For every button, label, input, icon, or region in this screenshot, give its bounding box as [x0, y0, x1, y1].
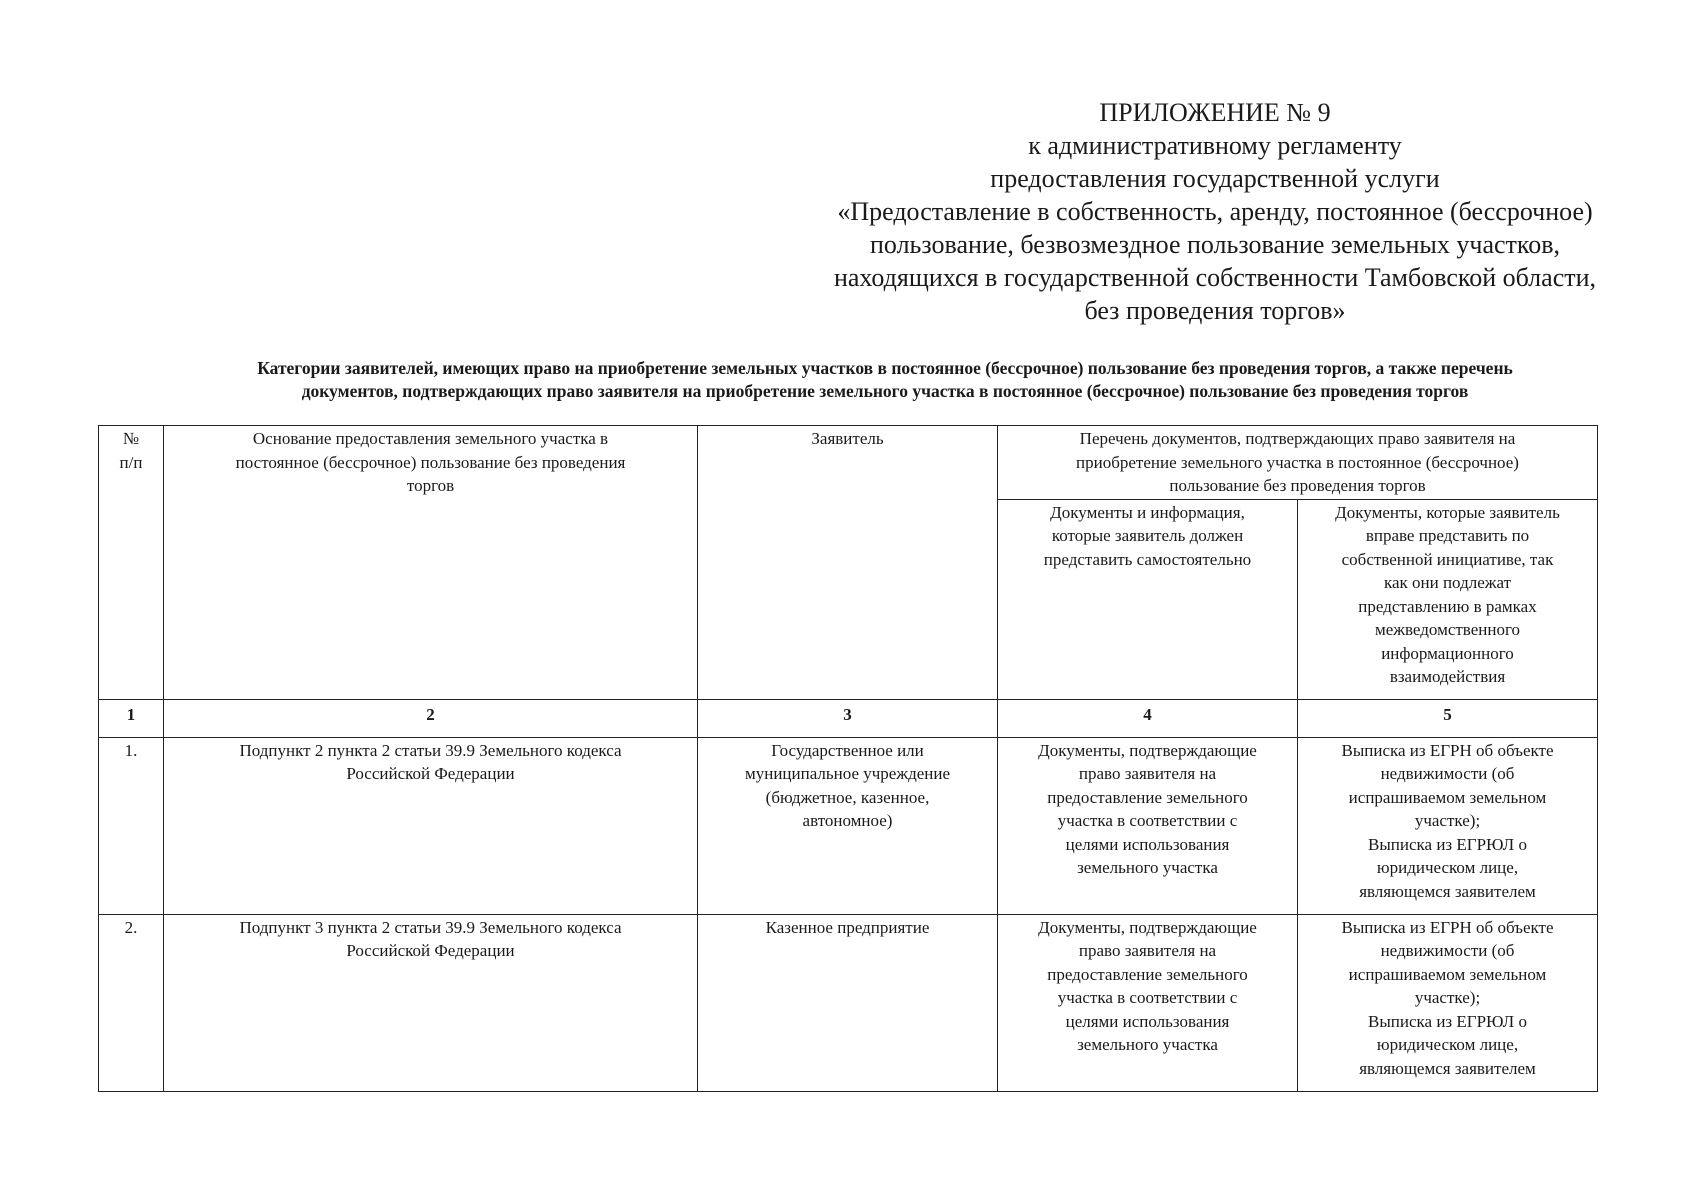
table-header-row	[99, 426, 1598, 500]
appendix-line: предоставления государственной услуги	[990, 164, 1440, 193]
appendix-title: ПРИЛОЖЕНИЕ № 9	[1099, 98, 1331, 127]
appendix-block	[780, 96, 1650, 327]
heading-line: Категории заявителей, имеющих право на приобретение земельных участков в постоянное (бессрочное) пользование без проведения торгов, а также перечень	[257, 358, 1513, 378]
appendix-line: к административному регламенту	[1028, 131, 1402, 160]
appendix-line: пользование, безвозмездное пользование земельных участков,	[870, 230, 1560, 259]
column-number-row	[99, 699, 1598, 737]
table-row	[99, 914, 1598, 1091]
document-heading	[120, 357, 1650, 403]
header-number: № п/п	[99, 426, 164, 700]
appendix-line: без проведения торгов»	[1084, 296, 1346, 325]
column-number: 4	[998, 699, 1298, 737]
column-number: 3	[698, 699, 998, 737]
header-documents: Перечень документов, подтверждающих право заявителя на приобретение земельного участка в постоянное (бессрочное) пользование без проведения торгов	[998, 426, 1598, 500]
column-number: 5	[1298, 699, 1598, 737]
appendix-line: находящихся в государственной собственности Тамбовской области,	[833, 263, 1597, 292]
applicant-categories-table	[98, 425, 1598, 1092]
header-documents-required: Документы и информация, которые заявитель должен представить самостоятельно	[998, 499, 1298, 699]
row-applicant: Государственное или муниципальное учреждение (бюджетное, казенное, автономное)	[698, 737, 998, 914]
row-applicant: Казенное предприятие	[698, 914, 998, 1091]
heading-line: документов, подтверждающих право заявителя на приобретение земельного участка в постоянное (бессрочное) пользование без проведения торгов	[301, 381, 1469, 401]
header-applicant: Заявитель	[698, 426, 998, 700]
header-documents-optional: Документы, которые заявитель вправе представить по собственной инициативе, так как они подлежат представлению в рамках межведомственного информационного взаимодействия	[1298, 499, 1598, 699]
row-documents-required: Документы, подтверждающие право заявителя на предоставление земельного участка в соответствии с целями использования земельного участка	[998, 737, 1298, 914]
table-row	[99, 737, 1598, 914]
row-documents-optional: Выписка из ЕГРН об объекте недвижимости (об испрашиваемом земельном участке); Выписка из ЕГРЮЛ о юридическом лице, являющемся заявителем	[1298, 737, 1598, 914]
row-basis: Подпункт 2 пункта 2 статьи 39.9 Земельного кодекса Российской Федерации	[164, 737, 698, 914]
row-documents-required: Документы, подтверждающие право заявителя на предоставление земельного участка в соответствии с целями использования земельного участка	[998, 914, 1298, 1091]
row-documents-optional: Выписка из ЕГРН об объекте недвижимости (об испрашиваемом земельном участке); Выписка из ЕГРЮЛ о юридическом лице, являющемся заявителем	[1298, 914, 1598, 1091]
column-number: 2	[164, 699, 698, 737]
row-number: 2.	[99, 914, 164, 1091]
column-number: 1	[99, 699, 164, 737]
row-number: 1.	[99, 737, 164, 914]
header-basis: Основание предоставления земельного участка в постоянное (бессрочное) пользование без проведения торгов	[164, 426, 698, 700]
appendix-line: «Предоставление в собственность, аренду, постоянное (бессрочное)	[837, 197, 1593, 226]
row-basis: Подпункт 3 пункта 2 статьи 39.9 Земельного кодекса Российской Федерации	[164, 914, 698, 1091]
